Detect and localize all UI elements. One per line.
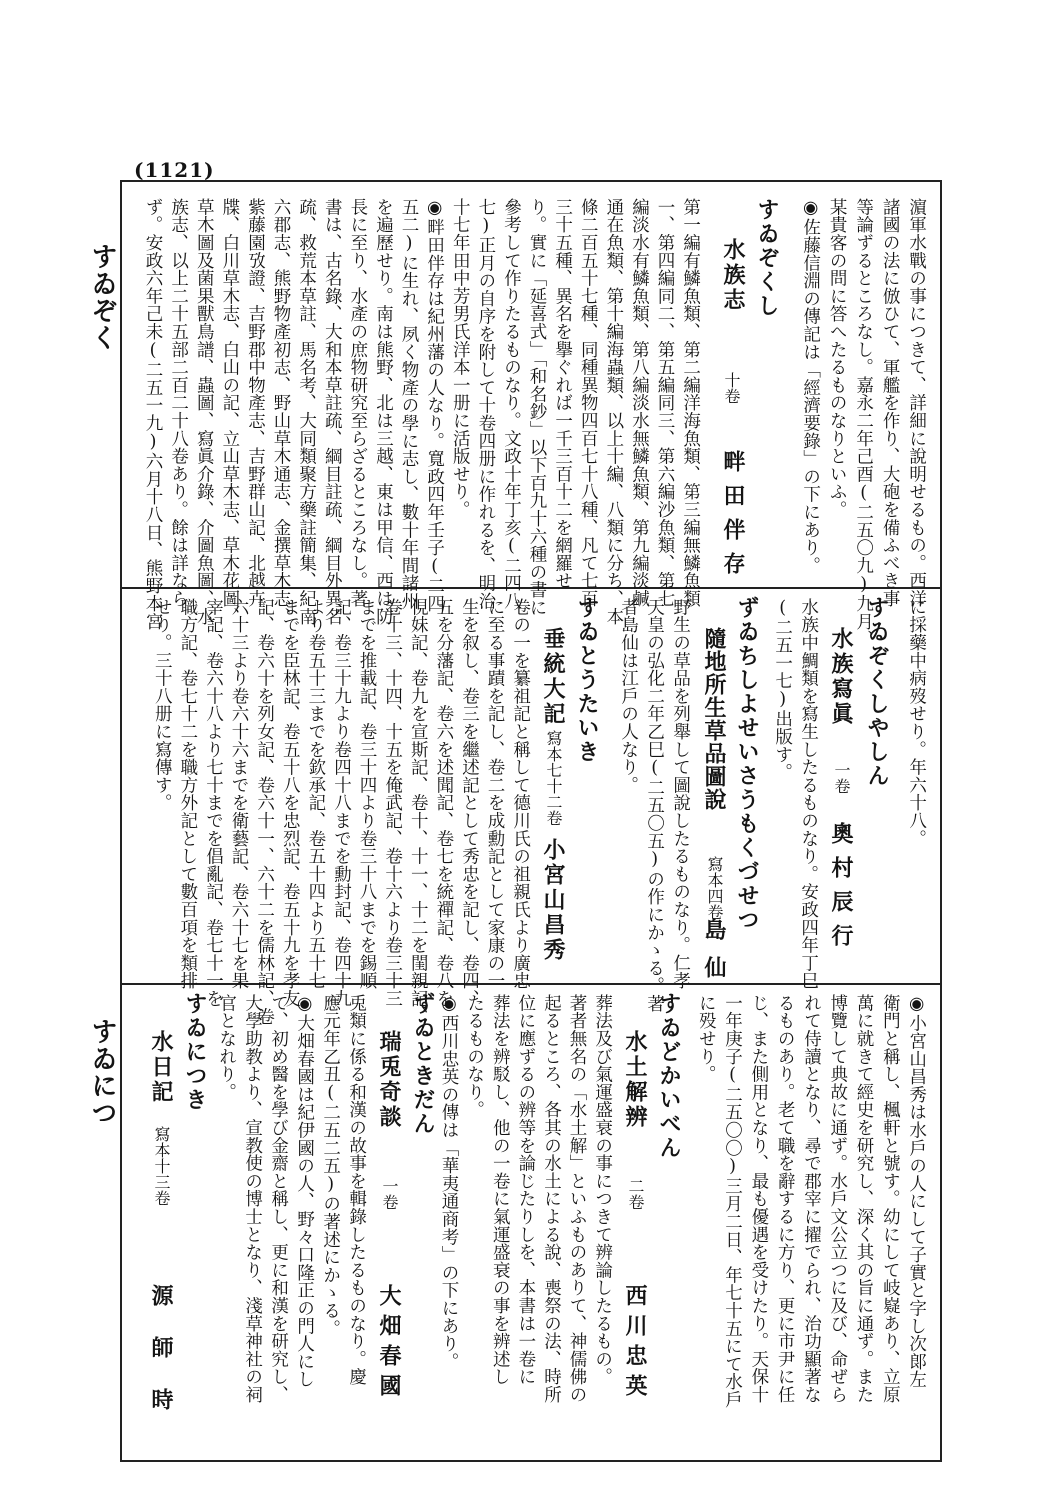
text-column: 職方記、卷七十二を職方外記として數百項を類排 bbox=[177, 598, 198, 990]
text-column: 葬法及び氣運盛衰の事につきて辨論したるもの。 bbox=[592, 994, 613, 1386]
entry-heading-kana: すゐどかいべん bbox=[656, 992, 682, 1160]
entry-author: 島仙 bbox=[701, 918, 727, 994]
text-column: 通在魚類、第十編海蟲類、以上十編、八類に分ち、本 bbox=[603, 198, 624, 626]
text-column: 葬法を辨駁し、他の一卷に氣運盛衰の事を辨述し bbox=[490, 994, 511, 1386]
text-column: 卷の一を纂祖記と稱して德川氏の祖親氏より廣忠 bbox=[510, 598, 531, 990]
text-column: ◉小宮山昌秀は水戶の人にして子實と字し次郞左 bbox=[906, 994, 927, 1389]
text-column: 大學助教より、宣教使の博士となり、淺草神社の祠 bbox=[242, 994, 263, 1404]
entry-heading-kana: すゐにつき bbox=[182, 992, 208, 1112]
text-column: 衛門と稱し、楓軒と號す。幼にして岐嶷あり、立原 bbox=[880, 994, 901, 1404]
text-column: て、初め醫を學び金齋と稱し、更に和漢を研究し、 bbox=[268, 994, 289, 1404]
entry-heading-kana: ずゐときだん bbox=[410, 992, 436, 1136]
entry-title: 水土解辨 bbox=[622, 1030, 648, 1130]
text-column: 宰記、卷六十八より七十までを倡亂記、卷七十一を bbox=[203, 598, 224, 1008]
text-column: 生を叙し、卷三を繼述記として秀忠を記し、卷四、 bbox=[459, 598, 480, 1008]
text-column: 編淡水有鱗魚類、第八編淡水無鱗魚類、第九編淡鹹 bbox=[629, 198, 650, 608]
margin-heading-top: すゐぞく bbox=[87, 243, 117, 351]
text-column: 第一編有鱗魚類、第二編洋海魚類、第三編無鱗魚類 bbox=[680, 198, 701, 608]
entry-title: 瑞兎奇談 bbox=[376, 1030, 402, 1130]
text-column: 記、卷三十九より卷四十八までを勳封記、卷四十九 bbox=[331, 598, 352, 1008]
text-column: 六十三より卷六十六までを衛藝記、卷六十七を果 bbox=[229, 598, 250, 990]
text-column: 參考して作りたるものなり。文政十年丁亥(二四八 bbox=[501, 198, 522, 610]
text-column: 兎類に係る和漢の故事を輯錄したるものなり。慶 bbox=[346, 994, 367, 1386]
text-column: を遍歷せり。南は熊野、北は三越、東は甲信、西は防 bbox=[373, 198, 394, 626]
text-column: 野生の草品を列舉して圖說したるものなり。仁孝 bbox=[670, 598, 691, 990]
text-column: じ、また側用となり、最も優遇を受けたり。天保十 bbox=[748, 994, 769, 1404]
text-column: たるものなり。 bbox=[464, 994, 485, 1119]
text-column: 博覽して典故に通ず。水戶文公立つに及び、命ぜら bbox=[827, 994, 848, 1404]
text-column: より卷五十三までを欽承記、卷五十四より五十七 bbox=[305, 598, 326, 990]
text-column: 萬に就きて經史を研究し、深く其の旨に通ず。また bbox=[854, 994, 875, 1404]
entry-volumes: 二卷 bbox=[626, 1178, 645, 1210]
text-column: 等論ずるところなし。嘉永二年己酉(二五〇九)九月、 bbox=[853, 198, 874, 648]
text-column: 十七年田中芳男氏洋本一册に活版せり。 bbox=[450, 198, 471, 519]
text-column: ◉畔田伴存は紀州藩の人なり。寬政四年壬子(二四 bbox=[424, 198, 445, 613]
text-column: 卷十三、十四、十五を俺武記、卷十六より卷三十三 bbox=[382, 598, 403, 1008]
entry-author: 西川忠英 bbox=[622, 1284, 648, 1404]
text-column: 族志、以上二十五部二百二十八卷あり。餘は詳なら bbox=[168, 198, 189, 608]
text-column: れて侍讀となり、尋で郡宰に擢でられ、治功顯著な bbox=[801, 994, 822, 1404]
text-column: ◉西川忠英の傳は「華夷通商考」の下にあり。 bbox=[439, 994, 460, 1371]
text-column: 者島仙は江戶の人なり。 bbox=[618, 598, 639, 794]
text-column: 紫藤園攷證、吉野郡中物產志、吉野群山記、北越卉 bbox=[245, 198, 266, 608]
text-column: 位に應ずるの辨等を論じたりしを、本書は一卷に bbox=[515, 994, 536, 1386]
text-column: までを臣林記、卷五十八を忠烈記、卷五十九を孝友 bbox=[280, 598, 301, 1008]
text-column: 五二)に生れ、夙く物產の學に志し、數十年間諸州 bbox=[399, 198, 420, 610]
text-column: ず。安政六年己未(二五一九)六月十八日、熊野本宮 bbox=[143, 198, 164, 631]
text-column: り。實に「延喜式」「和名鈔」以下百九十六種の書に bbox=[527, 198, 548, 617]
text-column: 書は、古名錄、大和本草註疏、綱目註疏、綱目外異名 bbox=[322, 198, 343, 626]
text-column: 俔妹記、卷九を宣斯記、卷十、十一、十二を閨親記、 bbox=[408, 598, 429, 1026]
entry-author: 奧村辰行 bbox=[828, 822, 854, 958]
text-column: 水族中鯛類を寫生したるものなり。安政四年丁巳 bbox=[798, 598, 819, 990]
entry-heading-kana: すゐとうたいき bbox=[574, 596, 600, 764]
text-column: 七)正月の自序を附して十卷四册に作れるを、明治 bbox=[475, 198, 496, 610]
entry-volumes: 寫本四卷 bbox=[705, 856, 724, 920]
text-column: 某貴客の問に答へたるものなりといふ。 bbox=[827, 198, 848, 519]
text-column: に殁せり。 bbox=[696, 994, 717, 1083]
entry-heading-kana: ずゐちしよせいさうもくづせつ bbox=[734, 596, 760, 932]
text-column: (二五一七)出版す。 bbox=[772, 598, 793, 781]
text-column: 疏、救荒本草註、馬名考、大同類聚方藥註簡集、紀南 bbox=[296, 198, 317, 626]
text-column: 長に至り、水產の庶物研究至らざるところなし。著 bbox=[347, 198, 368, 608]
text-column: 應元年乙丑(二五二五)の著述にかゝる。 bbox=[320, 994, 341, 1338]
entry-title: 水族寫眞 bbox=[828, 627, 854, 727]
entry-volumes: 寫本十三卷 bbox=[152, 1126, 171, 1206]
entry-heading-kana: すゐぞくし bbox=[754, 198, 780, 318]
text-column: 官となれり。 bbox=[216, 994, 237, 1101]
entry-author: 畔田伴存 bbox=[720, 450, 746, 586]
entry-title: 垂統大記 bbox=[540, 627, 566, 727]
text-column: 牒、白川草木志、白山の記、立山草木志、草木花圖、 bbox=[219, 198, 240, 626]
text-column: ◉佐藤信淵の傳記は「經濟要錄」の下にあり。 bbox=[800, 198, 821, 575]
text-column: 濵軍水戰の事につきて、詳細に說明せるもの。西洋 bbox=[906, 198, 927, 608]
entry-volumes: 一卷 bbox=[832, 762, 851, 794]
entry-author: 大畑春國 bbox=[376, 1284, 402, 1404]
text-column: 三十五種、異名を擧ぐれば一千三百十二を網羅せ bbox=[552, 198, 573, 590]
text-column: るものあり。老て職を辭するに方り、更に市尹に任 bbox=[775, 994, 796, 1404]
entry-volumes: 一卷 bbox=[380, 1178, 399, 1210]
text-column: までを推載記、卷三十四より卷三十八までを錫順 bbox=[357, 598, 378, 990]
margin-heading-bottom: すゐにつ bbox=[87, 1018, 117, 1126]
text-column: 條二百五十七種、同種異物四百七十八種、凡て七百 bbox=[578, 198, 599, 608]
text-column: 六郡志、熊野物產初志、野山草木通志、金撰草木志、 bbox=[271, 198, 292, 626]
text-column: ◉大畑春國は紀伊國の人、野々口隆正の門人にし bbox=[294, 994, 315, 1389]
entry-title: 水族志 bbox=[720, 238, 746, 313]
text-column: 記、卷六十を列女記、卷六十一、六十二を儒林記、卷 bbox=[254, 598, 275, 1026]
text-column: 諸國の法に倣ひて、軍艦を作り、大砲を備ふべき事 bbox=[880, 198, 901, 608]
text-column: 一、第四編同二、第五編同三、第六編沙魚類、第七 bbox=[655, 198, 676, 608]
text-column: 著者無名の「水土解」といふものありて、神儒佛の bbox=[567, 994, 588, 1404]
page-number: (1121) bbox=[134, 158, 215, 182]
text-column: 起るところ、各其の水土による說、喪祭の法、時所 bbox=[541, 994, 562, 1404]
entry-volumes: 十卷 bbox=[722, 372, 741, 404]
text-column: に採藥中病歿せり。年六十八。 bbox=[906, 598, 927, 848]
text-column: 五を分藩記、卷六を述聞記、卷七を統禪記、卷八を bbox=[433, 598, 454, 1008]
entry-heading-kana: すゐぞくしやしん bbox=[864, 596, 890, 788]
text-column: に至る事蹟を記し、卷二を成勳記として家康の一 bbox=[485, 598, 506, 990]
entry-title: 水日記 bbox=[148, 1030, 174, 1105]
entry-volumes: 寫本七十二卷 bbox=[544, 730, 563, 826]
entry-author: 源師時 bbox=[148, 1284, 174, 1440]
text-column: 天皇の弘化二年乙巳(二五〇五)の作にかゝる。著 bbox=[644, 598, 665, 1013]
text-column: 一年庚子(二五〇〇)三月二日、年七十五にて水戶 bbox=[722, 994, 743, 1409]
text-column: 草木圖及菌果獸鳥譜、蟲圖、寫眞介錄、介圖魚圖、水 bbox=[194, 198, 215, 626]
entry-author: 小宮山昌秀 bbox=[540, 838, 566, 963]
entry-title: 隨地所生草品圖說 bbox=[701, 627, 727, 811]
text-column: せり。三十八册に寫傳す。 bbox=[152, 598, 173, 812]
